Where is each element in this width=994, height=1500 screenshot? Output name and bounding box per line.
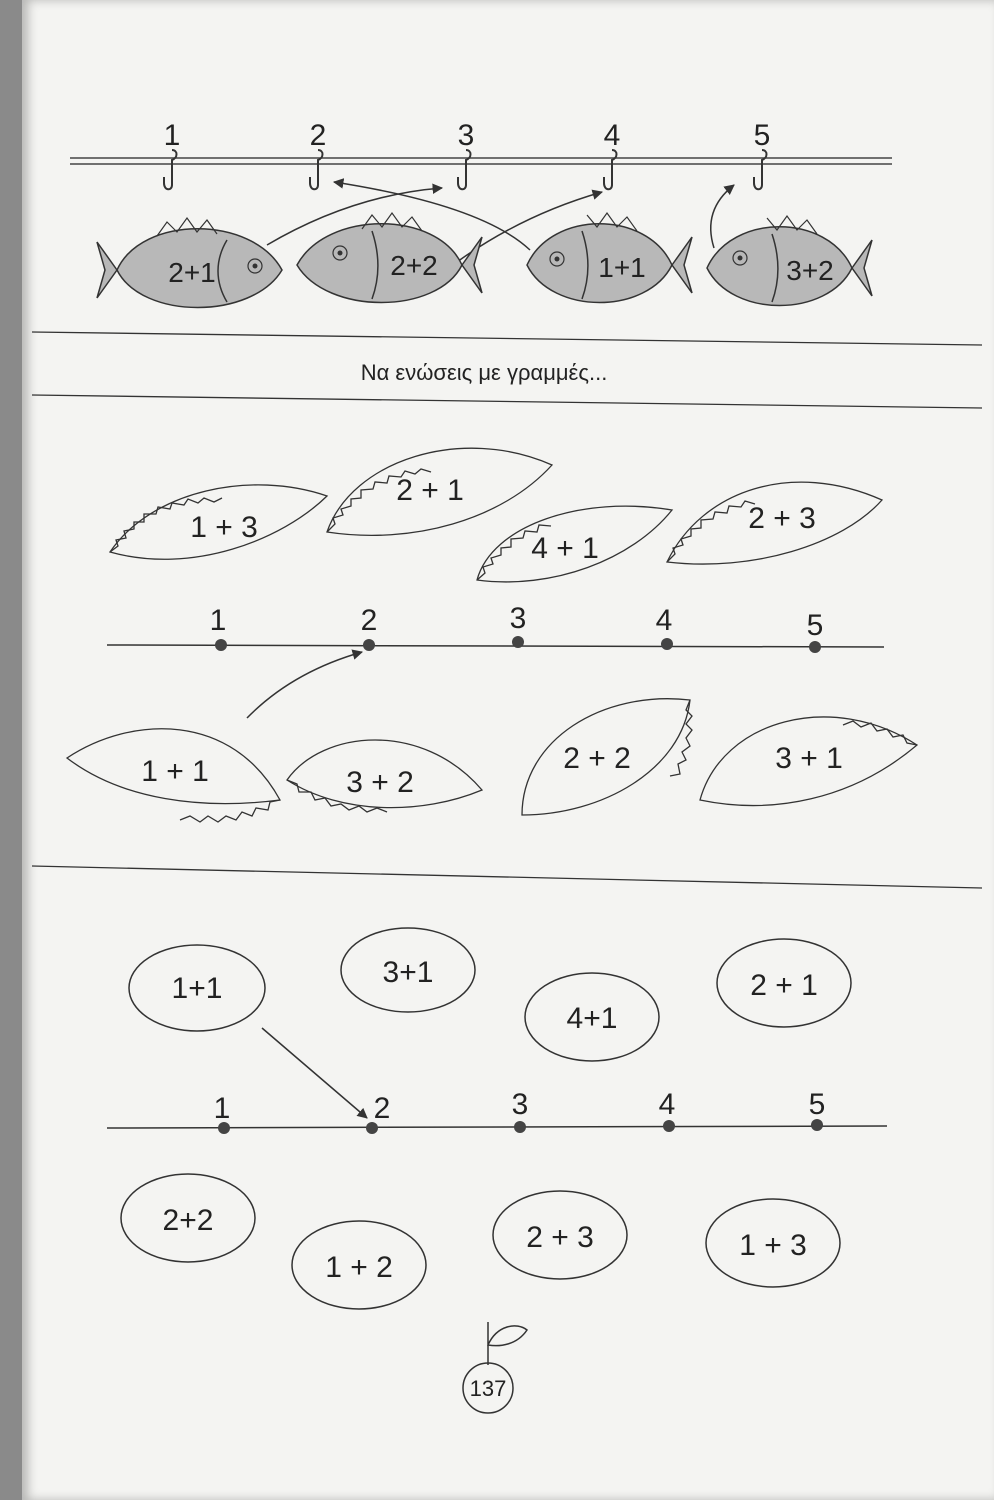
leaf-top-4-label: 2 + 3 [748, 502, 816, 535]
oval-bottom-2[interactable] [292, 1221, 426, 1309]
point-2[interactable] [363, 639, 375, 651]
number-label-1: 1 [209, 604, 227, 637]
hook-2-icon [310, 150, 323, 189]
oval-bottom-2-label: 1 + 2 [325, 1251, 393, 1284]
number-label-1: 1 [213, 1092, 231, 1125]
oval-bottom-1-label: 2+2 [162, 1204, 214, 1237]
oval-bottom-4[interactable] [706, 1199, 840, 1287]
divider [32, 866, 982, 888]
point-4[interactable] [661, 638, 673, 650]
point-1[interactable] [215, 639, 227, 651]
point-5[interactable] [809, 641, 821, 653]
fish-1[interactable] [97, 218, 282, 308]
fish-2[interactable] [297, 213, 482, 303]
fish-2-label: 2+2 [390, 250, 438, 281]
hooks [164, 150, 767, 189]
divider [32, 332, 982, 345]
fish-3-label: 1+1 [598, 252, 646, 283]
fish-3[interactable] [527, 213, 692, 303]
number-label-5: 5 [806, 609, 824, 642]
number-label-3: 3 [509, 602, 527, 635]
fish-4-label: 3+2 [786, 255, 834, 286]
leaf-top-3[interactable] [477, 506, 672, 582]
hook-4-icon [604, 150, 617, 189]
leaf-bottom-3[interactable] [522, 699, 692, 815]
number-label-4: 4 [658, 1088, 676, 1121]
hook-number-3: 3 [457, 119, 475, 152]
oval-top-4[interactable] [717, 939, 851, 1027]
leaf-bottom-1-label: 1 + 1 [141, 755, 209, 788]
leaf-example-arrow [247, 652, 362, 718]
instruction-text: Να ενώσεις με γραμμές... [360, 360, 608, 385]
hook-number-2: 2 [309, 119, 327, 152]
point-4[interactable] [663, 1120, 675, 1132]
leaf-bottom-4-label: 3 + 1 [775, 742, 843, 775]
leaf-top-1-label: 1 + 3 [190, 511, 258, 544]
fishing-line [70, 158, 892, 164]
point-3[interactable] [514, 1121, 526, 1133]
leaf-top-3-label: 4 + 1 [531, 532, 599, 565]
leaf-bottom-1[interactable] [67, 729, 280, 822]
oval-example-arrow [262, 1028, 367, 1118]
divider [32, 395, 982, 408]
leaf-bottom-3-label: 2 + 2 [563, 742, 631, 775]
fish-4[interactable] [707, 216, 872, 306]
leaf-top-2[interactable] [327, 448, 552, 535]
number-label-3: 3 [511, 1088, 529, 1121]
leaf-top-1[interactable] [110, 485, 327, 559]
oval-top-1-label: 1+1 [171, 972, 223, 1005]
hook-5-icon [754, 150, 767, 189]
hook-3-icon [458, 150, 471, 189]
hook-1-icon [164, 150, 177, 189]
oval-top-3-label: 4+1 [566, 1002, 618, 1035]
leaf-top-4[interactable] [667, 482, 882, 564]
page-number-badge [463, 1322, 527, 1413]
worksheet-page [22, 0, 994, 1500]
oval-top-1[interactable] [129, 945, 265, 1031]
oval-bottom-3-label: 2 + 3 [526, 1221, 594, 1254]
oval-top-2[interactable] [341, 928, 475, 1012]
number-label-2: 2 [373, 1092, 391, 1125]
number-label-2: 2 [360, 604, 378, 637]
oval-top-4-label: 2 + 1 [750, 969, 818, 1002]
point-3[interactable] [512, 636, 524, 648]
leaf-bottom-4[interactable] [700, 717, 917, 805]
hook-number-5: 5 [753, 119, 771, 152]
arrow-fish4-to-hook5 [711, 185, 734, 248]
worksheet-canvas [22, 0, 994, 1500]
hook-number-1: 1 [163, 119, 181, 152]
leaf-top-2-label: 2 + 1 [396, 474, 464, 507]
oval-top-3[interactable] [525, 973, 659, 1061]
sprout-icon [488, 1322, 527, 1365]
fish-1-label: 2+1 [168, 257, 216, 288]
hook-number-4: 4 [603, 119, 621, 152]
number-label-5: 5 [808, 1088, 826, 1121]
leaf-bottom-2-label: 3 + 2 [346, 766, 414, 799]
oval-bottom-3[interactable] [493, 1191, 627, 1279]
leaf-bottom-2[interactable] [287, 740, 482, 812]
hook-numbers [164, 119, 771, 152]
page-number: 137 [469, 1376, 507, 1401]
oval-bottom-1[interactable] [121, 1174, 255, 1262]
number-label-4: 4 [655, 604, 673, 637]
oval-bottom-4-label: 1 + 3 [739, 1229, 807, 1262]
oval-top-2-label: 3+1 [382, 956, 434, 989]
